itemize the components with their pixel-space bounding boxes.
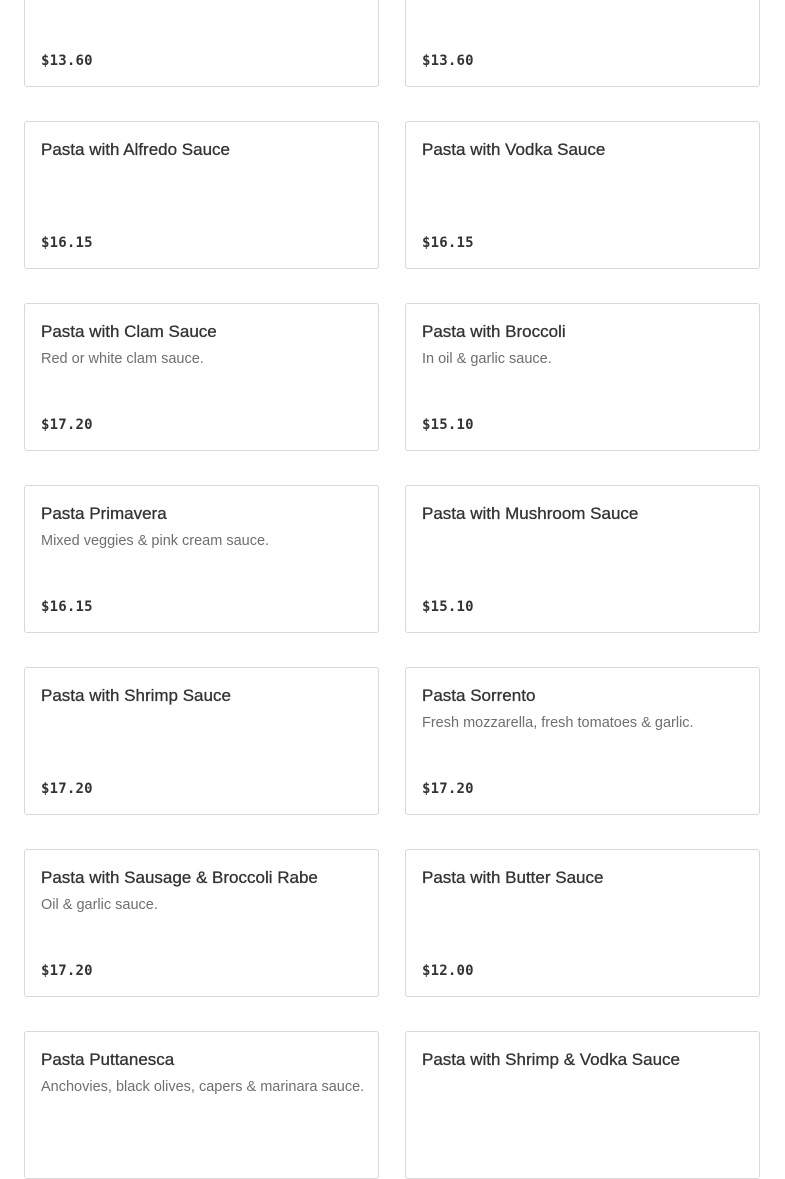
menu-item-card[interactable] xyxy=(405,667,760,815)
menu-item-card[interactable] xyxy=(405,1031,760,1179)
menu-item-card[interactable] xyxy=(24,667,379,815)
menu-item-name: Pasta with Butter Sauce xyxy=(422,868,604,887)
menu-item-price: $17.20 xyxy=(422,781,474,797)
menu-item-price: $13.60 xyxy=(41,53,93,69)
menu-item-name: Pasta with Sausage & Broccoli Rabe xyxy=(41,868,318,887)
menu-item-price: $13.60 xyxy=(422,53,474,69)
menu-item-card[interactable] xyxy=(24,121,379,269)
menu-item-name: Pasta with Shrimp Sauce xyxy=(41,686,231,705)
menu-item-price: $12.00 xyxy=(422,963,474,979)
menu-item-card[interactable] xyxy=(405,121,760,269)
menu-item-description: Mixed veggies & pink cream sauce. xyxy=(41,533,270,549)
menu-item-name: Pasta with Broccoli xyxy=(422,322,566,341)
menu-item-card[interactable] xyxy=(24,303,379,451)
menu-item-price: $16.15 xyxy=(41,599,93,615)
menu-item-card[interactable] xyxy=(405,303,760,451)
menu-item-card[interactable] xyxy=(405,0,760,87)
menu-item-name: Pasta with Clam Sauce xyxy=(41,322,217,341)
menu-item-description: Anchovies, black olives, capers & marinara sauce. xyxy=(41,1079,365,1095)
menu-item-price: $16.15 xyxy=(41,235,93,251)
menu-item-price: $15.10 xyxy=(422,599,474,615)
menu-item-description: Red or white clam sauce. xyxy=(41,351,204,367)
menu-item-card[interactable] xyxy=(24,485,379,633)
menu-item-name: Pasta Sorrento xyxy=(422,686,536,705)
menu-item-name: Pasta with Alfredo Sauce xyxy=(41,140,231,159)
menu-item-name: Pasta with Shrimp & Vodka Sauce xyxy=(422,1050,680,1069)
menu-item-price: $15.10 xyxy=(422,417,474,433)
menu-item-price: $17.20 xyxy=(41,417,93,433)
menu-item-price: $17.20 xyxy=(41,781,93,797)
menu-item-card[interactable] xyxy=(405,485,760,633)
menu-item-name: Pasta with Mushroom Sauce xyxy=(422,504,639,523)
menu-item-card[interactable] xyxy=(24,1031,379,1179)
menu-item-name: Pasta Primavera xyxy=(41,504,167,523)
menu-item-name: Pasta with Vodka Sauce xyxy=(422,140,606,159)
menu-item-description: Fresh mozzarella, fresh tomatoes & garlic. xyxy=(422,715,694,731)
menu-item-price: $16.15 xyxy=(422,235,474,251)
menu-item-price: $17.20 xyxy=(41,963,93,979)
menu-item-card[interactable] xyxy=(24,849,379,997)
menu-item-card[interactable] xyxy=(405,849,760,997)
menu-item-description: In oil & garlic sauce. xyxy=(422,351,552,367)
menu-item-card[interactable] xyxy=(24,0,379,87)
menu-item-description: Oil & garlic sauce. xyxy=(41,897,158,913)
menu-item-name: Pasta Puttanesca xyxy=(41,1050,175,1069)
